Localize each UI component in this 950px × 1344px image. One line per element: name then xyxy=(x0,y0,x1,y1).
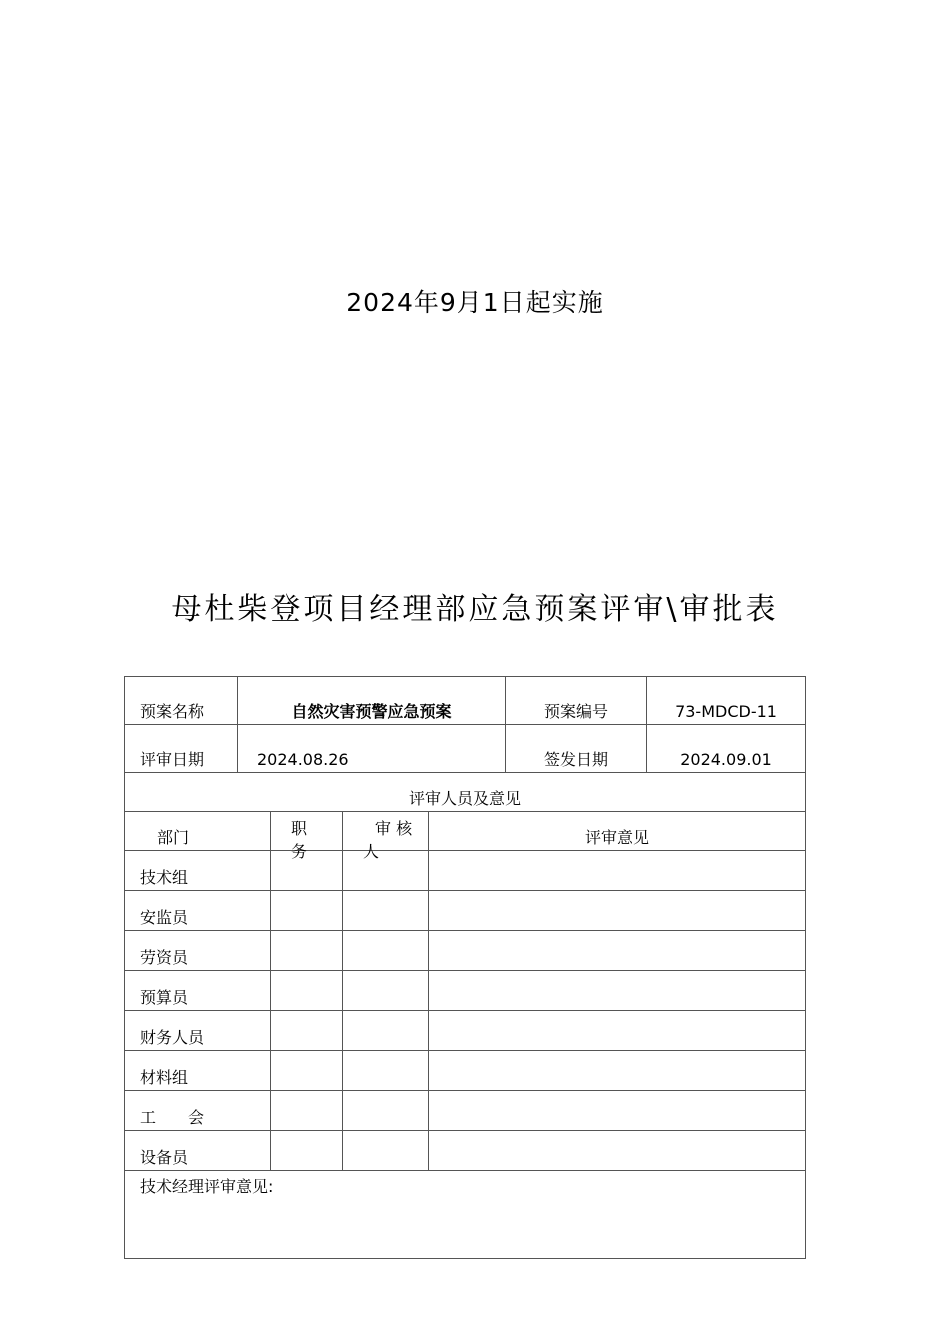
document-title: 母杜柴登项目经理部应急预案评审\审批表 xyxy=(171,592,779,627)
review-date-value: 2024.08.26 xyxy=(238,725,506,773)
table-row xyxy=(125,971,806,1011)
plan-name-value: 自然灾害预警应急预案 xyxy=(238,677,506,725)
opinion-cell[interactable] xyxy=(429,891,806,931)
review-date-label: 评审日期 xyxy=(125,725,238,773)
reviewer-cell[interactable] xyxy=(343,1011,429,1051)
table-row xyxy=(125,851,806,891)
opinion-cell[interactable] xyxy=(429,931,806,971)
dept-cell: 工 会 xyxy=(125,1091,271,1131)
table-row xyxy=(125,1011,806,1051)
reviewer-cell[interactable] xyxy=(343,971,429,1011)
table-row xyxy=(125,1131,806,1171)
review-approval-table xyxy=(124,676,806,1259)
dept-cell: 财务人员 xyxy=(125,1011,271,1051)
issue-date-value: 2024.09.01 xyxy=(647,725,806,773)
effective-date-text: 2024年9月1日起实施 xyxy=(346,288,604,317)
opinion-cell[interactable] xyxy=(429,1051,806,1091)
col-position-text-cut: 务 xyxy=(291,842,308,861)
opinion-cell[interactable] xyxy=(429,1011,806,1051)
opinion-cell[interactable] xyxy=(429,1131,806,1171)
col-reviewer-text-cut: 人 xyxy=(363,842,380,861)
table-row xyxy=(125,1091,806,1131)
tech-manager-opinion[interactable] xyxy=(125,1171,806,1259)
reviewer-cell[interactable] xyxy=(343,1091,429,1131)
dept-cell: 预算员 xyxy=(125,971,271,1011)
table-row xyxy=(125,931,806,971)
col-position-header xyxy=(271,812,343,861)
dept-cell: 安监员 xyxy=(125,891,271,931)
opinion-cell[interactable] xyxy=(429,971,806,1011)
reviewers-header: 评审人员及意见 xyxy=(125,773,806,812)
plan-no-value: 73-MDCD-11 xyxy=(647,677,806,725)
position-cell[interactable] xyxy=(271,891,343,931)
col-reviewer-text: 审 核 xyxy=(375,819,413,838)
col-reviewer-header xyxy=(343,812,429,861)
dept-cell: 材料组 xyxy=(125,1051,271,1091)
col-opinion-header: 评审意见 xyxy=(429,812,806,851)
reviewer-cell[interactable] xyxy=(343,1131,429,1171)
dept-cell: 技术组 xyxy=(125,851,271,891)
reviewer-cell[interactable] xyxy=(343,1051,429,1091)
col-position-text: 职 xyxy=(291,819,308,838)
plan-name-label: 预案名称 xyxy=(125,677,238,725)
opinion-cell[interactable] xyxy=(429,1091,806,1131)
position-cell[interactable] xyxy=(271,1011,343,1051)
dept-cell: 设备员 xyxy=(125,1131,271,1171)
position-cell[interactable] xyxy=(271,1051,343,1091)
table-row xyxy=(125,891,806,931)
tech-manager-label: 技术经理评审意见: xyxy=(140,1177,274,1196)
issue-date-label: 签发日期 xyxy=(506,725,647,773)
table-row xyxy=(125,1051,806,1091)
position-cell[interactable] xyxy=(271,931,343,971)
col-dept-header: 部门 xyxy=(125,812,271,851)
reviewer-cell[interactable] xyxy=(343,851,429,891)
plan-no-label: 预案编号 xyxy=(506,677,647,725)
reviewer-cell[interactable] xyxy=(343,891,429,931)
position-cell[interactable] xyxy=(271,971,343,1011)
reviewer-cell[interactable] xyxy=(343,931,429,971)
position-cell[interactable] xyxy=(271,1131,343,1171)
opinion-cell[interactable] xyxy=(429,851,806,891)
dept-cell: 劳资员 xyxy=(125,931,271,971)
position-cell[interactable] xyxy=(271,1091,343,1131)
